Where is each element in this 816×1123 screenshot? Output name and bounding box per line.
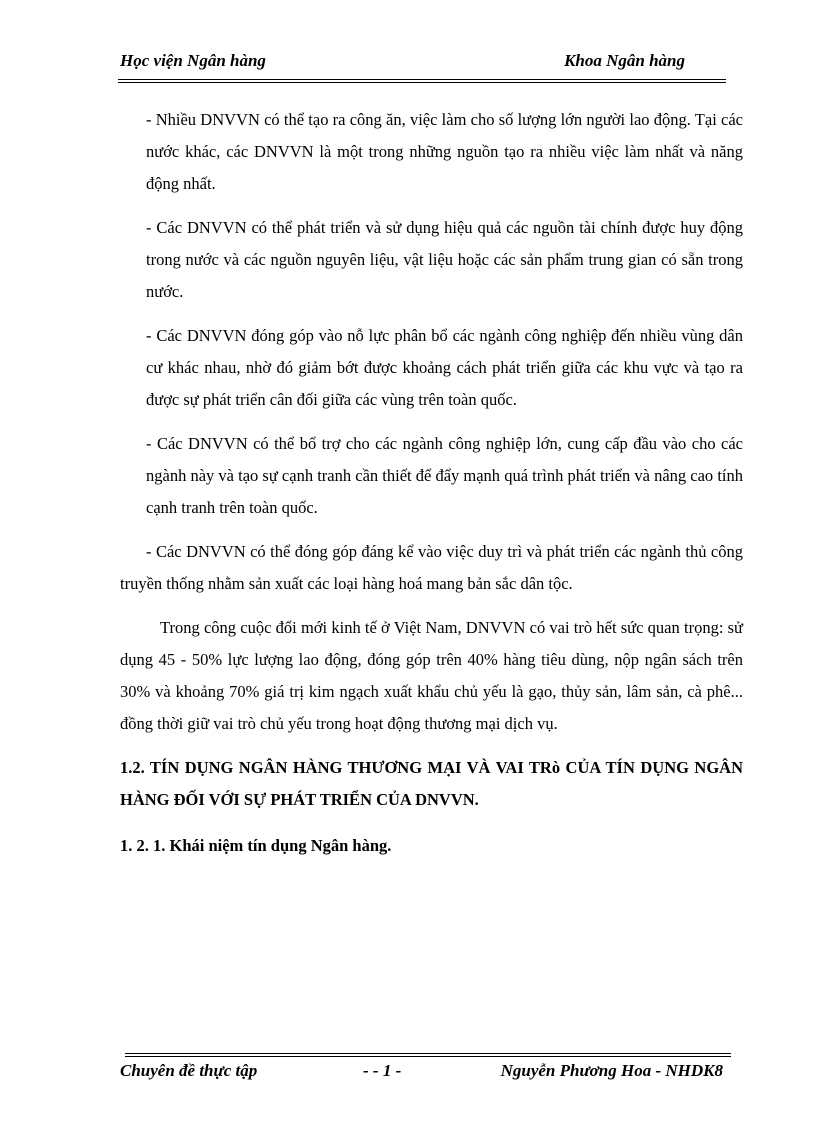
page-number: - - 1 - — [363, 1061, 402, 1080]
paragraph-crafts: - Các DNVVN có thể đóng góp đáng kể vào việc duy trì và phát triển các ngành thủ công truyền thống nhằm sản xuất các loại hàng hoá mang bản sắc dân tộc. — [120, 542, 743, 593]
paragraph-finance: - Các DNVVN có thể phát triển và sử dụng hiệu quả các nguồn tài chính được huy động trong nước và các nguồn nguyên liệu, vật liệu hoặc các sản phẩm trung gian có sẵn trong nước. — [146, 218, 743, 301]
paragraph-support: - Các DNVVN có thể bổ trợ cho các ngành công nghiệp lớn, cung cấp đầu vào cho các ngành này và tạo sự cạnh tranh cần thiết để đẩy mạnh quá trình phát triển và nâng cao tính cạnh tranh trên toàn quốc. — [146, 434, 743, 517]
footer-rule — [125, 1053, 731, 1057]
footer-title: Chuyên đề thực tập — [120, 1061, 258, 1080]
header-institution: Học viện Ngân hàng — [120, 51, 266, 70]
header-rule — [118, 79, 726, 83]
section-heading: 1.2. TÍN DỤNG NGÂN HÀNG THƯƠNG MẠI VÀ VAI TRò CỦA TÍN DỤNG NGÂN HÀNG ĐỐI VỚI SỰ PHÁT TRIỂN CỦA DNVVN. — [120, 758, 743, 809]
paragraph-jobs: - Nhiều DNVVN có thể tạo ra công ăn, việc làm cho số lượng lớn người lao động. Tại các nước khác, các DNVVN là một trong những nguồn tạo ra nhiều việc làm nhất và năng động nhất. — [146, 110, 743, 193]
page-header — [120, 51, 725, 75]
sub-heading: 1. 2. 1. Khái niệm tín dụng Ngân hàng. — [120, 836, 392, 855]
document-body — [120, 104, 743, 862]
page-footer — [120, 1061, 730, 1085]
footer-author: Nguyễn Phương Hoa - NHDK8 — [500, 1061, 723, 1080]
paragraph-regions: - Các DNVVN đóng góp vào nỗ lực phân bổ các ngành công nghiệp đến nhiều vùng dân cư khác nhau, nhờ đó giảm bớt được khoảng cách phát triển giữa các khu vực và tạo ra được sự phát triển cân đối giữa các vùng trên toàn quốc. — [146, 326, 743, 409]
header-faculty: Khoa Ngân hàng — [564, 51, 685, 70]
paragraph-vietnam-role: Trong công cuộc đổi mới kinh tế ở Việt Nam, DNVVN có vai trò hết sức quan trọng: sử dụng 45 - 50% lực lượng lao động, đóng góp trên 40% hàng tiêu dùng, nộp ngân sách trên 30% và khoảng 70% giá trị kim ngạch xuất khẩu chủ yếu là gạo, thủy sản, lâm sản, cà phê... đồng thời giữ vai trò chủ yếu trong hoạt động thương mại dịch vụ. — [120, 618, 743, 733]
